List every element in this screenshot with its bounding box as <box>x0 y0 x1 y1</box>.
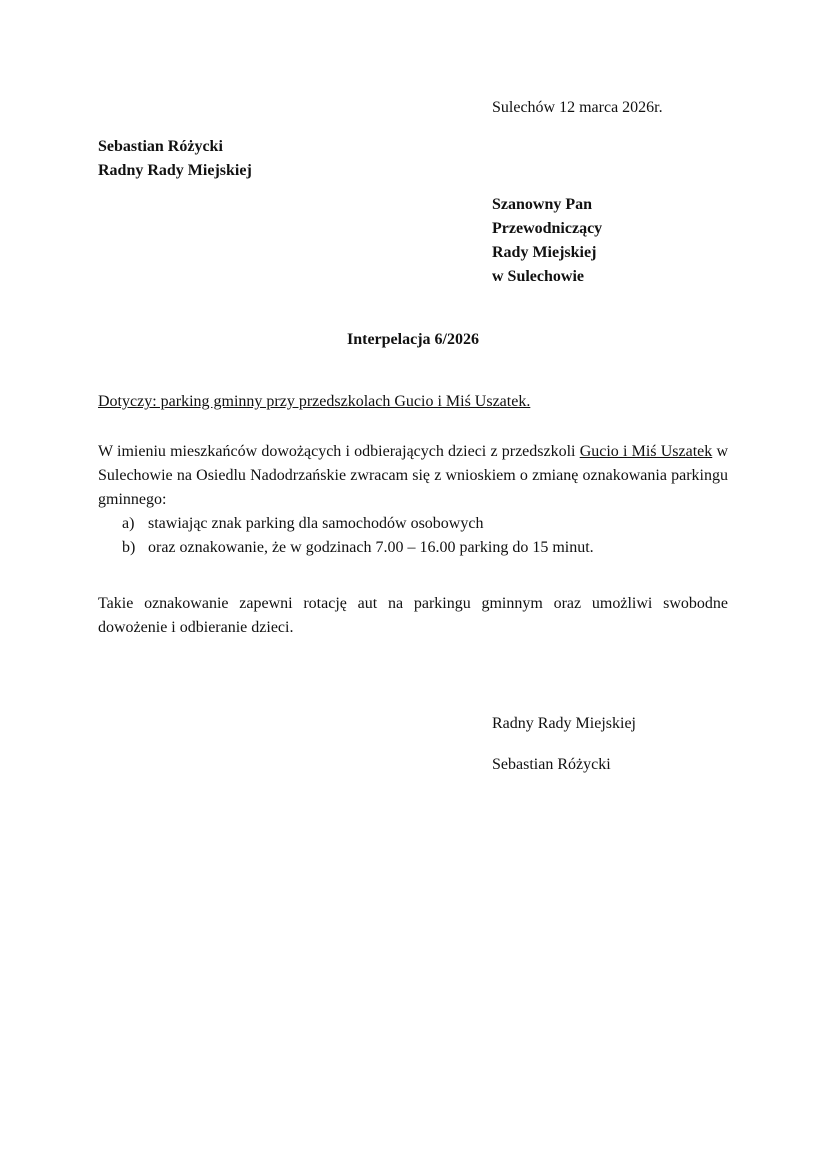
date-line: Sulechów 12 marca 2026r. <box>492 99 663 116</box>
sender-role: Radny Rady Miejskiej <box>98 162 252 179</box>
request-list <box>98 512 728 560</box>
intro-text-start: W imieniu mieszkańców dowożących i odbierających dzieci z przedszkoli <box>98 443 580 460</box>
signature-role: Radny Rady Miejskiej <box>492 715 636 732</box>
list-marker: b) <box>122 539 136 556</box>
list-item-text: oraz oznakowanie, że w godzinach 7.00 – 16.00 parking do 15 minut. <box>148 539 594 556</box>
kindergarten-names: Gucio i Miś Uszatek <box>579 443 713 460</box>
recipient-line-4: w Sulechowie <box>492 268 584 285</box>
list-marker: a) <box>122 515 135 532</box>
subject-line: Dotyczy: parking gminny przy przedszkolach Gucio i Miś Uszatek. <box>98 393 531 410</box>
sender-block <box>98 135 252 183</box>
list-item <box>98 512 728 536</box>
signature-name: Sebastian Różycki <box>492 756 611 773</box>
intro-paragraph <box>98 440 728 512</box>
recipient-line-2: Przewodniczący <box>492 220 603 237</box>
sender-name: Sebastian Różycki <box>98 138 223 155</box>
recipient-line-3: Rady Miejskiej <box>492 244 597 261</box>
body-text <box>98 440 728 560</box>
list-item <box>98 536 728 560</box>
list-item-text: stawiając znak parking dla samochodów osobowych <box>148 515 484 532</box>
intro-text-end: w Sulechowie na Osiedlu Nadodrzańskie zwracam się z wnioskiem o zmianę oznakowania parkingu gminnego: <box>98 443 728 508</box>
recipient-line-1: Szanowny Pan <box>492 196 593 213</box>
closing-paragraph: Takie oznakowanie zapewni rotację aut na parkingu gminnym oraz umożliwi swobodne dowożenie i odbieranie dzieci. <box>98 595 728 636</box>
recipient-block <box>492 193 602 289</box>
document-title: Interpelacja 6/2026 <box>347 331 479 348</box>
